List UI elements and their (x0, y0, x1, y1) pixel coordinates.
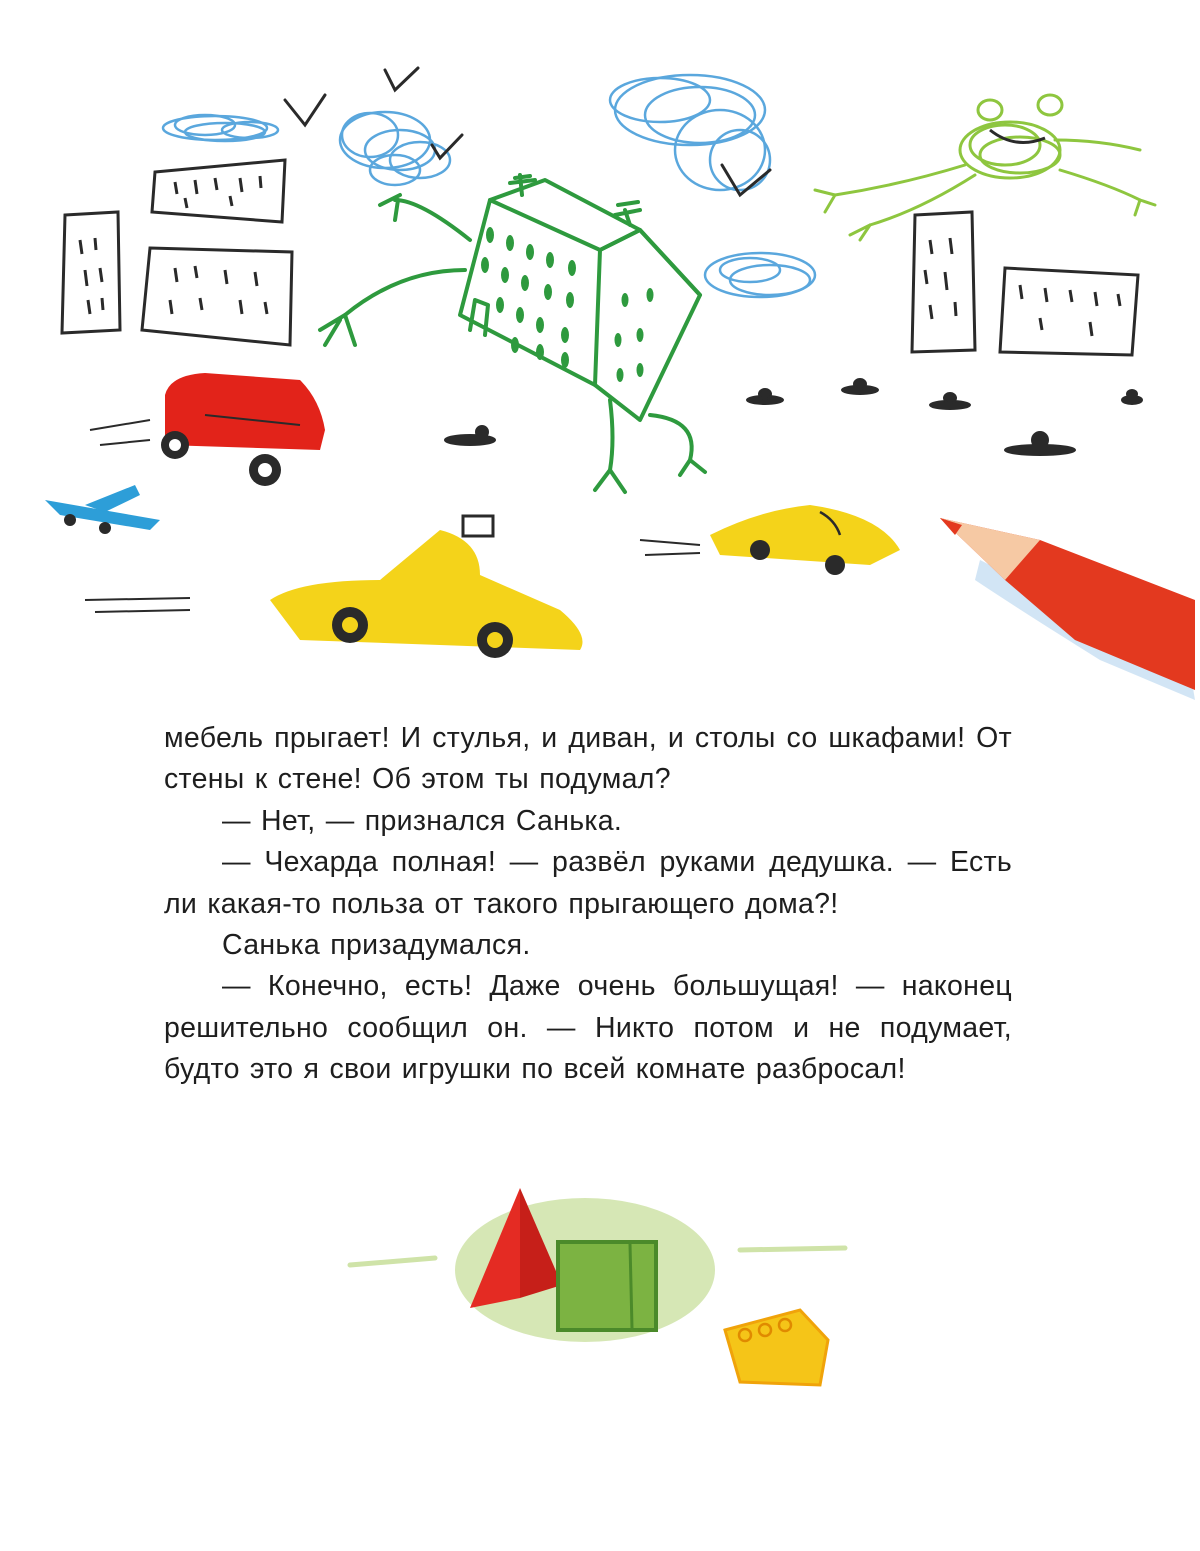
building-left-top (152, 160, 285, 222)
red-bus (90, 373, 325, 486)
paragraph-sanka-admits: — Нет, — признался Санька. (222, 804, 623, 837)
building-right-wide (1000, 268, 1138, 355)
paragraph-sanka-thinks: Санька призадумался. (222, 929, 531, 962)
building-right-tall (912, 212, 975, 352)
toy-blocks-illustration (330, 1170, 870, 1410)
blue-plane (45, 485, 160, 534)
cloud-scribble-left (163, 115, 278, 141)
floor-line-left (350, 1258, 435, 1265)
paragraph-furniture: мебель прыгает! И стулья, и диван, и столы со шкафами! От стены к стене! Об этом ты подумал? (164, 722, 1012, 796)
jumping-house-drawing (0, 0, 1200, 700)
yellow-lego-block (725, 1310, 828, 1385)
floor-line-right (740, 1248, 845, 1250)
cloud-scribble-top (610, 75, 770, 190)
yellow-car-large (85, 516, 583, 658)
cloud-scribble-right (705, 253, 815, 297)
small-flying-saucers (445, 379, 1142, 455)
frog-scribble (815, 95, 1155, 240)
yellow-car-small (640, 505, 900, 575)
green-cube-block (558, 1242, 656, 1330)
green-jumping-house (320, 175, 705, 492)
building-left-tall (62, 212, 120, 333)
crayon-city-illustration (0, 0, 1200, 700)
house-windows (481, 227, 654, 382)
red-pencil (940, 518, 1195, 700)
building-left-wide (142, 248, 292, 345)
toy-blocks-drawing (330, 1170, 870, 1410)
paragraph-sanka-answers: — Конечно, есть! Даже очень большущая! — наконец решительно сообщил он. — Никто потом и не подумает, будто это я свои игрушки по всей комнате разбросал! (164, 970, 1012, 1086)
paragraph-grandpa-question: — Чехарда полная! — развёл руками дедушка. — Есть ли какая-то польза от такого прыгающего дома?! (164, 846, 1012, 920)
story-text (164, 718, 1012, 1091)
